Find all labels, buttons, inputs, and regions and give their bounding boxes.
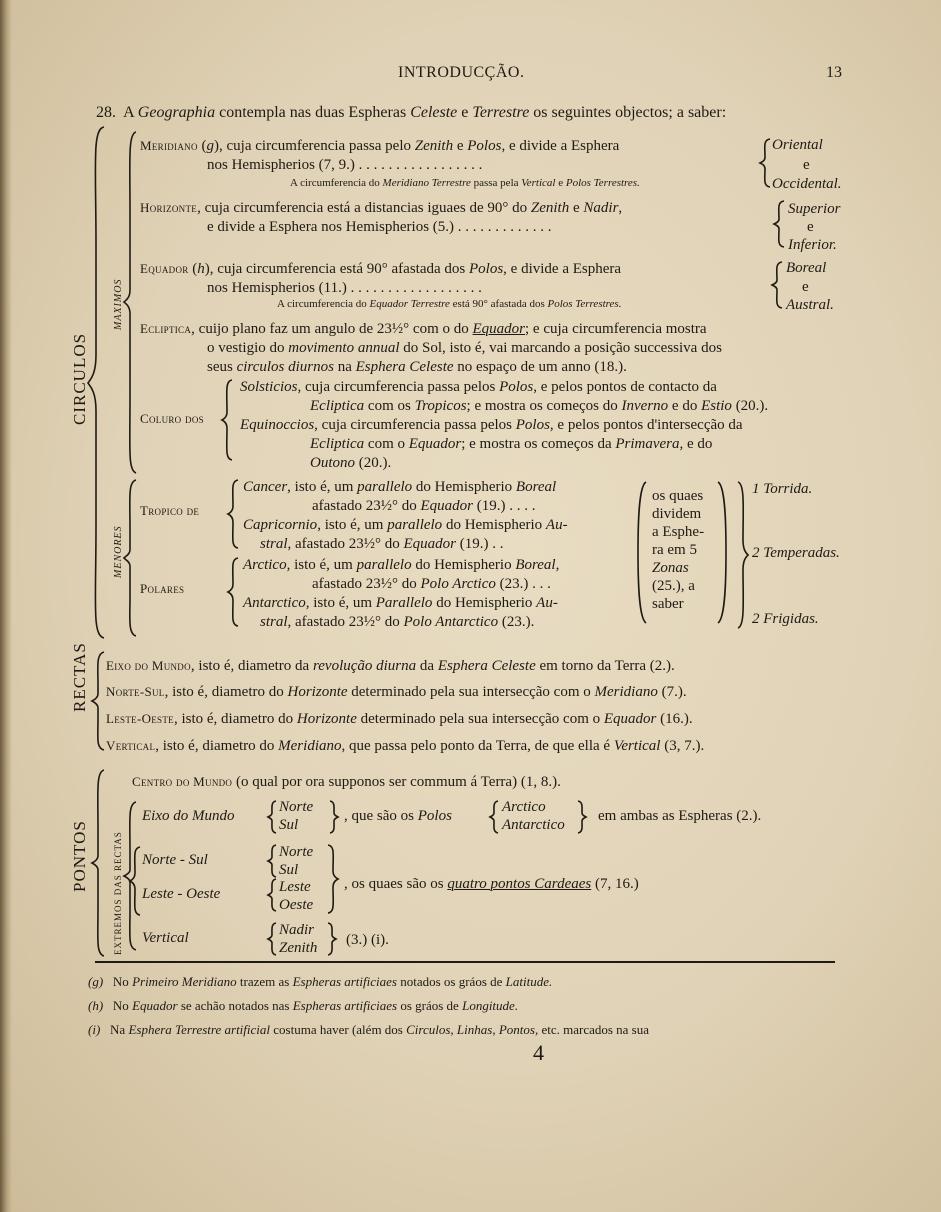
text: o vestigio do [207, 340, 289, 356]
ecliptica-line3 [207, 358, 627, 376]
term: circulos diurnos [236, 359, 334, 375]
term-equador: Equador [140, 261, 189, 276]
ponto-zenith: Zenith [279, 940, 318, 956]
term: Tropicos [414, 398, 467, 414]
label-pontos: PONTOS [70, 820, 89, 892]
term: Parallelo [375, 595, 433, 611]
text: , [492, 1022, 499, 1037]
text: do Hemispherio [411, 557, 516, 573]
brace-zonas-list [736, 480, 750, 630]
brace-eixo-inner [266, 799, 278, 835]
ponto-nadir: Nadir [279, 922, 315, 938]
term: Boreal, [515, 557, 560, 573]
term: parallelo [356, 557, 412, 573]
running-title: INTRODUCÇÃO. [398, 64, 525, 81]
term: Au- [536, 595, 558, 611]
text: , e do [679, 436, 713, 452]
zona-frigidas: 2 Frigidas. [752, 611, 819, 627]
footnote-ref: h [197, 261, 205, 277]
text: A circumferencia do [290, 177, 383, 189]
term: Polos [467, 138, 502, 154]
text: nos Hemispherios (11.) [207, 280, 347, 296]
term: Geographia [137, 104, 216, 121]
text: , cuja circumferencia está a distancias iguaes de 90° do [197, 200, 531, 216]
zonas-line6: (25.), a [652, 578, 695, 594]
brace-coluro [220, 378, 234, 462]
text: e divide a Esphera nos Hemispherios (5.) [207, 219, 455, 235]
text: , isto é, diametro do [173, 711, 297, 727]
term: stral [260, 536, 288, 552]
text: no espaço de um anno (18.). [453, 359, 627, 375]
text: e [569, 200, 584, 216]
conj-e: e [803, 157, 810, 173]
term: Norte-Sul [106, 684, 165, 699]
coluro-solsticios-line2 [310, 397, 768, 415]
horizonte-line1 [140, 199, 622, 217]
text: em torno da Terra (2.). [535, 658, 675, 674]
footnote-h [88, 998, 518, 1014]
label-menores: MENORES [113, 525, 124, 578]
text: A circumferencia do [277, 298, 370, 310]
text: ; e mostra os começos do [466, 398, 622, 414]
text: , que passa pelo ponto da Terra, de que ella é [341, 738, 614, 754]
term: Primavera [615, 436, 680, 452]
term: Ecliptica [310, 398, 365, 414]
term: Espheras artificiaes [292, 998, 398, 1013]
text: da [416, 658, 438, 674]
brace-cardeaes-left [128, 845, 142, 917]
term: Esphera Celeste [437, 658, 536, 674]
term-ecliptica: Ecliptica [140, 321, 192, 336]
page-number: 13 [826, 64, 842, 81]
ponto-norte-sul: Norte - Sul [142, 852, 208, 868]
text: ; e mostra os começos da [461, 436, 616, 452]
ponto-eixo-mundo: Eixo do Mundo [142, 808, 235, 824]
text: do Hemispherio [432, 595, 537, 611]
term: Capricornio [243, 517, 318, 533]
footnote-ref: g [206, 138, 215, 154]
text: (19.) . . [456, 536, 504, 552]
text: afastado 23½° do [312, 498, 421, 514]
label-extremos: EXTREMOS DAS RECTAS [113, 831, 123, 955]
zone-text: 1 Torrida. [752, 481, 813, 497]
text: , afastado 23½° do [287, 536, 404, 552]
brace-meridiano [758, 137, 772, 189]
pontos-cardeaes [344, 875, 639, 893]
ponto-oeste-2: Oeste [279, 897, 314, 913]
brace-zonas-right [716, 480, 730, 625]
meridiano-line2 [207, 156, 482, 174]
text: , [450, 1022, 457, 1037]
polares-label: Polares [140, 581, 185, 596]
text: (3, 7.). [660, 738, 705, 754]
text: com os [364, 398, 415, 414]
text: (20.). [355, 455, 392, 471]
zona-torrida [752, 480, 812, 498]
footnote-i [88, 1022, 649, 1038]
text: , cuijo plano faz um angulo de 23½° com o do [191, 321, 473, 337]
text: ; e cuja circumferencia mostra [525, 321, 707, 337]
zonas-line3: a Esphe- [652, 524, 705, 540]
text: , que são os [344, 808, 418, 824]
term: Vertical [613, 738, 661, 754]
label-maximos: MAXIMOS [113, 278, 124, 330]
text: determinado pela sua intersecção com o [356, 711, 604, 727]
recta-eixo [106, 657, 675, 675]
text: do Hemispherio [442, 517, 546, 533]
text: e do [668, 398, 702, 414]
text: , isto é, um [286, 557, 357, 573]
zona-temperadas: 2 Temperadas. [752, 545, 840, 561]
hemisferio-austral: Austral. [786, 297, 834, 313]
text: , os quaes são os [344, 876, 448, 892]
text: nos Hemispherios (7, 9.) [207, 157, 355, 173]
term: Meridiano [594, 684, 658, 700]
text: (23.). [498, 614, 535, 630]
ponto-norte-2: Norte [279, 844, 314, 860]
ponto-leste-oeste: Leste - Oeste [142, 886, 221, 902]
brace-pontos [90, 768, 106, 958]
text: do Hemispherio [412, 479, 516, 495]
brace-maximos [122, 130, 138, 475]
text: , cuja circumferencia passa pelos [314, 417, 516, 433]
text: ( [197, 138, 207, 154]
ponto-sul: Sul [279, 817, 299, 833]
ponto-norte: Norte [279, 799, 314, 815]
brace-polos-inner [488, 799, 500, 835]
brace-lo [266, 877, 278, 913]
term: revolução diurna [312, 658, 417, 674]
term: Estio [701, 398, 732, 414]
term: Pontos [498, 1022, 535, 1037]
zonas-line2: dividem [652, 506, 702, 522]
text: (19.) . . . . [472, 498, 536, 514]
horizonte-line2 [207, 218, 552, 236]
text: ), cuja circumferencia está 90° afastada dos [204, 261, 469, 277]
text: (7, 16.) [591, 876, 639, 892]
polares-arctico-line2 [312, 575, 551, 593]
leader-dots: . . . . . . . . . . . . . [457, 219, 552, 235]
text: , e divide a Esphera [501, 138, 620, 154]
term: Espheras artificiaes [292, 974, 397, 989]
term: Boreal [515, 479, 557, 495]
term: Circulos [406, 1022, 451, 1037]
text: determinado pela sua intersecção com o [347, 684, 595, 700]
text: e [555, 177, 566, 189]
brace-cardeaes-right [326, 843, 340, 915]
hemisferio-oriental: Oriental [772, 137, 823, 153]
term: Meridiano [278, 738, 342, 754]
footnote-key: (i) [88, 1022, 101, 1037]
term: quatro pontos Cardeaes [447, 876, 592, 892]
term: Polo Antarctico [403, 614, 499, 630]
hemisferio-occidental: Occidental. [772, 176, 842, 192]
text: ), cuja circumferencia passa pelo [214, 138, 415, 154]
text: está 90° afastada dos [449, 298, 548, 310]
page-edge [0, 0, 12, 1212]
text: , isto é, um [287, 479, 358, 495]
text: os seguintes objectos; a saber: [529, 104, 727, 121]
term: Horizonte [296, 711, 357, 727]
term: Celeste [410, 104, 458, 121]
text: (7.). [657, 684, 687, 700]
term: Equador Terrestre [369, 298, 450, 310]
term: Latitude. [505, 974, 553, 989]
text: (16.). [656, 711, 693, 727]
text: (23.) . . . [495, 576, 551, 592]
text: e [457, 104, 473, 121]
zonas-line7: saber [652, 596, 684, 612]
term: Vertical [521, 177, 556, 189]
text: notados os gráos de [396, 974, 506, 989]
tropico-capricornio-line1 [243, 516, 568, 534]
term-horizonte: Horizonte [140, 200, 198, 215]
ponto-sul-2: Sul [279, 862, 299, 878]
recta-norte-sul [106, 683, 687, 701]
term: Solsticios [240, 379, 298, 395]
text: , afastado 23½° do [287, 614, 404, 630]
hemisferio-superior: Superior [788, 201, 841, 217]
brace-horizonte [772, 199, 786, 249]
term: Esphera Celeste [355, 359, 454, 375]
ponto-arctico: Arctico [502, 799, 546, 815]
equador-line2 [207, 279, 482, 297]
term: Equador [408, 436, 462, 452]
brace-vertical-inner [266, 921, 278, 957]
brace-polos-close [576, 799, 588, 835]
polares-antarctico-line1 [243, 594, 558, 612]
hemisferio-inferior: Inferior. [788, 237, 837, 253]
text: , e divide a Esphera [503, 261, 622, 277]
coluro-equinoccios-line1 [240, 416, 743, 434]
text: trazem as [236, 974, 293, 989]
term: Zenith [414, 138, 454, 154]
term: Polos [417, 808, 452, 824]
equador-line1 [140, 260, 621, 278]
brace-zonas-left [634, 480, 648, 625]
term: Au- [545, 517, 568, 533]
footnote-key: (g) [88, 974, 104, 989]
text: , cuja circumferencia passa pelos [297, 379, 500, 395]
term: Equinoccios [240, 417, 315, 433]
tropico-cancer-line2 [312, 497, 535, 515]
term: Terrestre [472, 104, 530, 121]
term: Polos Terrestres. [547, 298, 622, 310]
term: Inverno [621, 398, 669, 414]
paragraph-number: 28. [96, 104, 116, 121]
term: Eixo do Mundo [106, 658, 191, 673]
text: na [333, 359, 356, 375]
brace-tropico [226, 478, 240, 550]
text: (o qual por ora supponos ser commum á Terra) (1, 8.). [232, 774, 561, 790]
conj-e: e [802, 279, 809, 295]
term: Antarctico [243, 595, 306, 611]
brace-equador [770, 260, 784, 310]
term: Longitude. [462, 998, 519, 1013]
leader-dots: . . . . . . . . . . . . . . . . . [358, 157, 483, 173]
term: Nadir [583, 200, 619, 216]
brace-rectas [90, 650, 106, 752]
text: , e pelos pontos d'intersecção da [549, 417, 743, 433]
term: Linhas [456, 1022, 493, 1037]
term: Equador [132, 998, 178, 1013]
text: ( [188, 261, 198, 277]
term: Horizonte [287, 684, 348, 700]
tropico-cancer-line1 [243, 478, 556, 496]
ponto-vertical: Vertical [142, 930, 189, 946]
meridiano-note [290, 177, 640, 190]
ecliptica-line2 [207, 339, 722, 357]
term: Centro do Mundo [132, 774, 233, 789]
coluro-solsticios-line1 [240, 378, 717, 396]
term: Equador [603, 711, 657, 727]
brace-ns [266, 843, 278, 879]
term: Outono [310, 455, 355, 471]
equador-note [277, 298, 621, 311]
conj-e: e [807, 219, 814, 235]
term: Polos [469, 261, 504, 277]
term: Primeiro Meridiano [132, 974, 237, 989]
term: Equador [420, 498, 473, 514]
ponto-que-polos [344, 807, 452, 825]
term: Leste-Oeste [106, 711, 174, 726]
text: , [618, 200, 623, 216]
footnote-g [88, 974, 552, 990]
ponto-leste-2: Leste [279, 879, 311, 895]
tropico-capricornio-line2 [260, 535, 504, 553]
brace-polares [226, 556, 240, 628]
term-meridiano: Meridiano [140, 138, 198, 153]
term: Equador [403, 536, 456, 552]
text: passa pela [470, 177, 522, 189]
ponto-vertical-ref: (3.) (i). [346, 932, 389, 948]
term: Cancer [243, 479, 288, 495]
term: parallelo [387, 517, 443, 533]
meridiano-line1 [140, 137, 619, 155]
text: A [123, 104, 138, 121]
text: , isto é, um [317, 517, 388, 533]
term: Zenith [530, 200, 570, 216]
text: , isto é, diametro do [164, 684, 288, 700]
text: (20.). [731, 398, 769, 414]
term: Arctico [243, 557, 287, 573]
coluro-label: Coluro dos [140, 411, 204, 426]
zonas-line5: Zonas [652, 560, 689, 576]
text: No [112, 974, 133, 989]
text: seus [207, 359, 237, 375]
term: stral [260, 614, 288, 630]
text: Na [110, 1022, 129, 1037]
recta-leste-oeste [106, 710, 693, 728]
text: do Sol, isto é, vai marcando a posição successiva dos [399, 340, 722, 356]
text: costuma haver (além dos [270, 1022, 407, 1037]
text: se achão notados nas [177, 998, 293, 1013]
text: , etc. marcados na sua [534, 1022, 650, 1037]
zonas-line4: ra em 5 [652, 542, 697, 558]
text: No [112, 998, 133, 1013]
brace-circulos [86, 125, 106, 640]
term: Equador [472, 321, 526, 337]
term: Meridiano Terrestre [382, 177, 471, 189]
text: , isto é, diametro da [190, 658, 313, 674]
term: Esphera Terrestre artificial [128, 1022, 271, 1037]
term: Polo Arctico [420, 576, 496, 592]
signature-mark: 4 [533, 1040, 544, 1065]
polares-arctico-line1 [243, 556, 559, 574]
text: , e pelos pontos de contacto da [533, 379, 717, 395]
text: e [453, 138, 468, 154]
term: Ecliptica [310, 436, 365, 452]
label-rectas: RECTAS [70, 642, 89, 712]
footnote-rule [95, 961, 835, 963]
term: parallelo [357, 479, 413, 495]
text: , isto é, um [305, 595, 376, 611]
brace-menores [122, 478, 138, 638]
ecliptica-line1 [140, 320, 707, 338]
term: Polos [515, 417, 550, 433]
ponto-ambas: em ambas as Espheras (2.). [598, 808, 762, 824]
term: movimento annual [288, 340, 400, 356]
text: com o [364, 436, 409, 452]
hemisferio-boreal: Boreal [786, 260, 827, 276]
footnote-key: (h) [88, 998, 104, 1013]
zonas-line1: os quaes [652, 488, 704, 504]
tropico-label: Tropico de [140, 503, 200, 518]
leader-dots: . . . . . . . . . . . . . . . . . . [350, 280, 482, 296]
label-circulos: CIRCULOS [70, 332, 89, 425]
text: os gráos de [397, 998, 463, 1013]
term: Polos [499, 379, 534, 395]
ponto-centro [132, 773, 561, 791]
recta-vertical [106, 737, 704, 755]
coluro-equinoccios-line2 [310, 435, 712, 453]
ponto-antarctico: Antarctico [502, 817, 565, 833]
polares-antarctico-line2 [260, 613, 534, 631]
coluro-equinoccios-line3 [310, 454, 391, 472]
text: contempla nas duas Espheras [215, 104, 411, 121]
term: Polos Terrestres. [565, 177, 640, 189]
term: Vertical [106, 738, 156, 753]
paragraph-intro [96, 104, 726, 122]
brace-eixo-close [328, 799, 340, 835]
brace-vertical-close [326, 921, 338, 957]
text: afastado 23½° do [312, 576, 421, 592]
text: , isto é, diametro do [155, 738, 279, 754]
